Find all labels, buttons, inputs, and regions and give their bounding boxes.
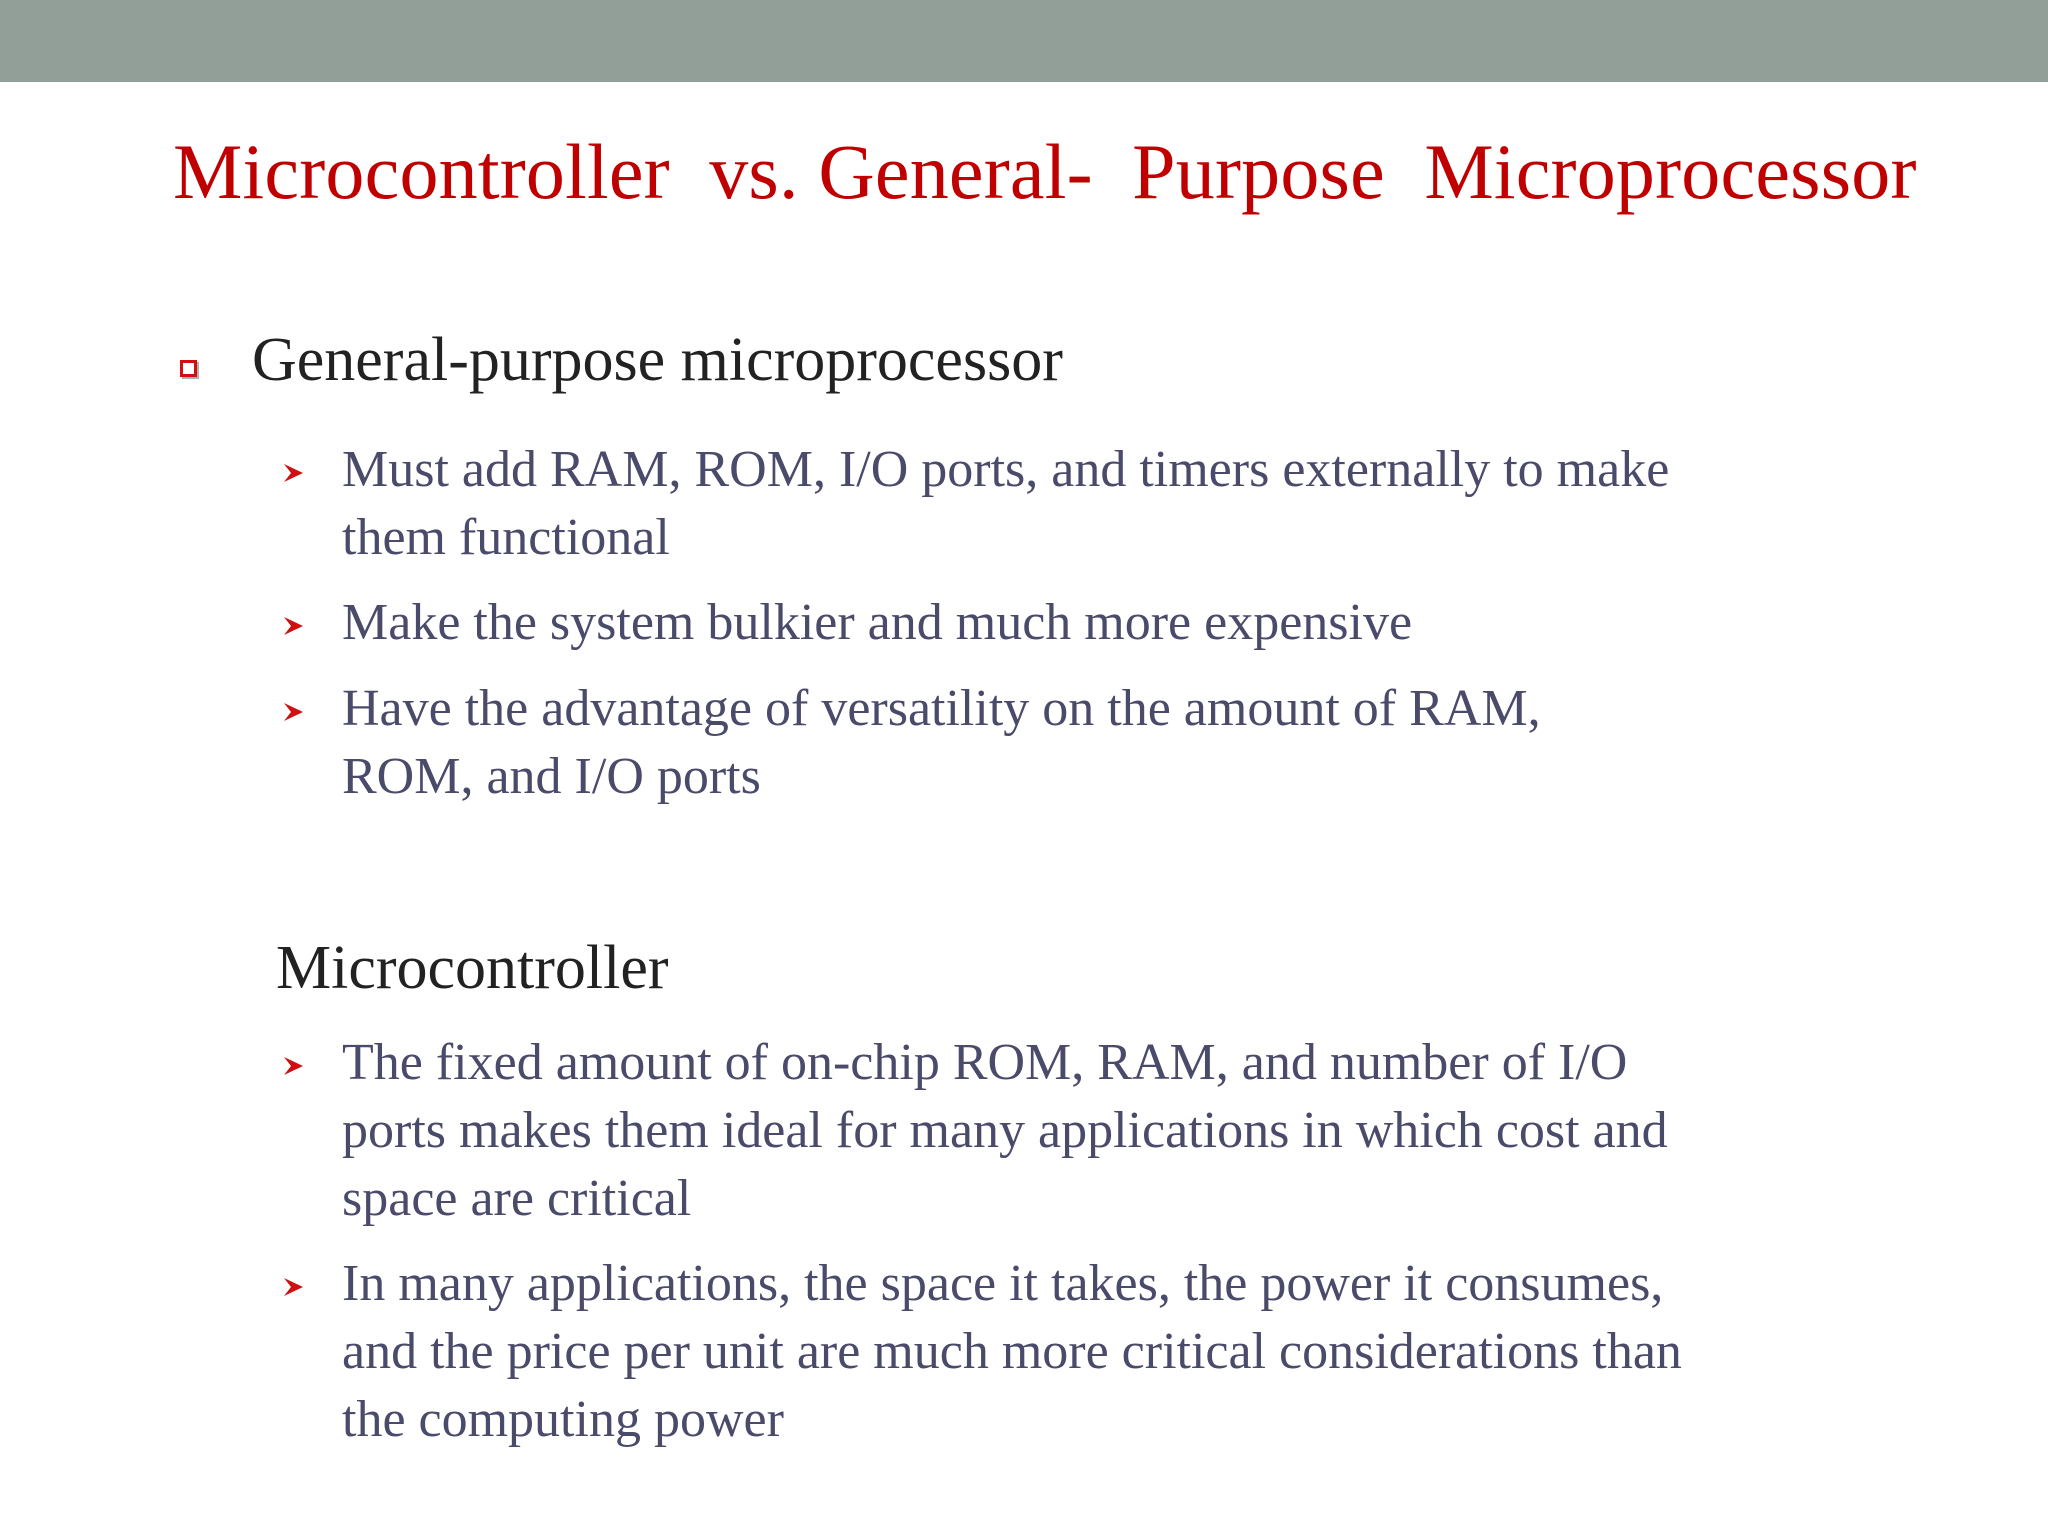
arrow-bullet-icon — [281, 1275, 305, 1299]
list-item-text: Make the system bulkier and much more expensive — [342, 594, 1413, 651]
microcontroller-heading: Microcontroller — [276, 934, 669, 1002]
general-purpose-heading: General-purpose microprocessor — [252, 326, 1063, 394]
arrow-bullet-icon — [281, 1054, 305, 1078]
hollow-square-bullet-icon — [180, 360, 197, 377]
list-item-text: Must add RAM, ROM, I/O ports, and timers externally to make them functional — [342, 441, 1670, 566]
arrow-bullet-icon — [281, 461, 305, 485]
slide-title: Microcontroller vs. General- Purpose Microprocessor — [173, 128, 1917, 215]
arrow-bullet-icon — [281, 614, 305, 638]
list-item-text: In many applications, the space it takes, the power it consumes, and the price per unit are much more critical considerations than the computing power — [342, 1255, 1682, 1448]
arrow-bullet-icon — [281, 700, 305, 724]
list-item-text: The fixed amount of on-chip ROM, RAM, and number of I/O ports makes them ideal for many applications in which cost and space are critical — [342, 1034, 1668, 1227]
slide-top-bar — [0, 0, 2048, 82]
list-item-text: Have the advantage of versatility on the amount of RAM, ROM, and I/O ports — [342, 680, 1541, 805]
